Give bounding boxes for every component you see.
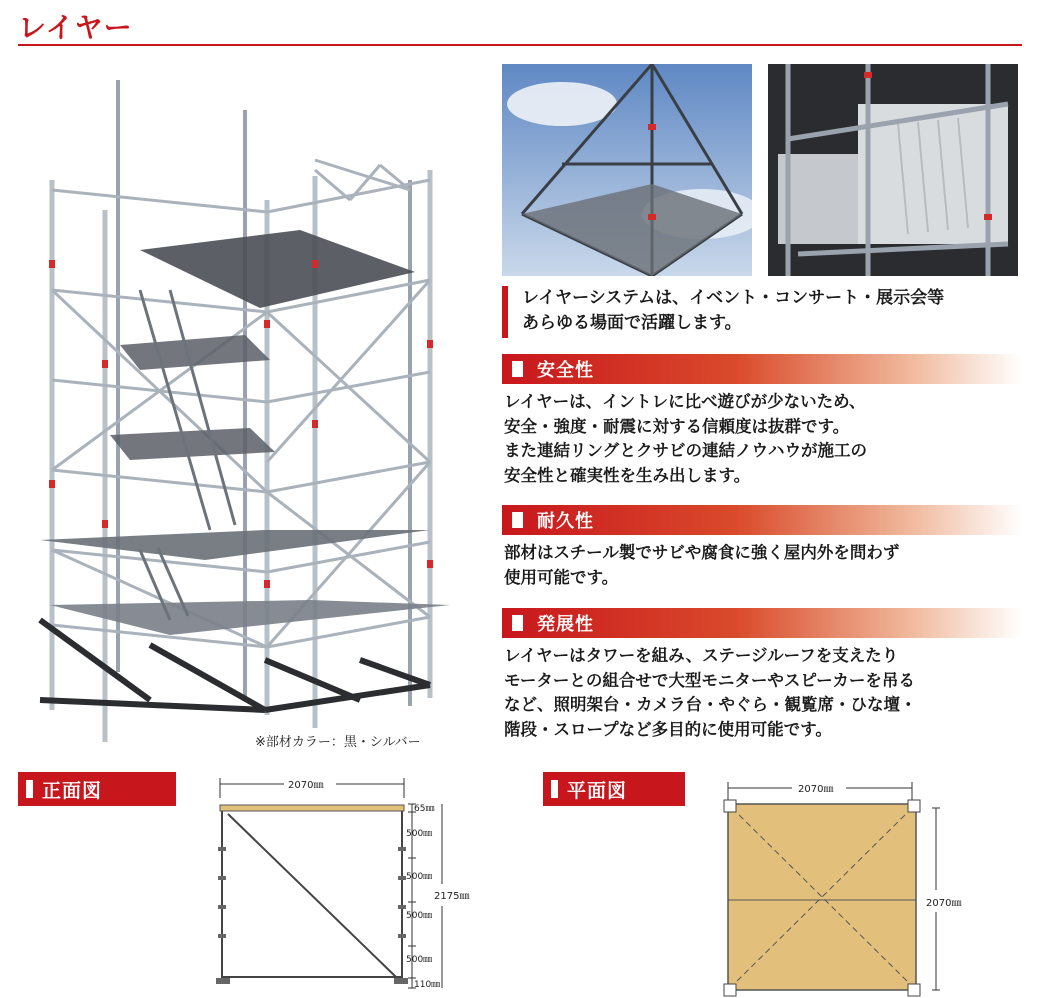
section-header-durability: [502, 505, 1022, 535]
body-line: 安全・強度・耐震に対する信頼度は抜群です。: [504, 416, 850, 436]
section-marker: [512, 361, 523, 377]
body-line: レイヤーは、イントレに比べ遊びが少ないため、: [504, 392, 866, 411]
front-view-label: [18, 772, 176, 806]
front-height-dim: 2175㎜: [434, 891, 470, 902]
body-line: など、照明架台・カメラ台・やぐら・観覧席・ひな壇・: [504, 695, 917, 714]
body-line: また連結リングとクサビの連結ノウハウが施工の: [504, 441, 867, 460]
section-body-safety: [504, 390, 1024, 488]
title-divider: [18, 44, 1022, 46]
segment-dim: 110㎜: [414, 980, 441, 990]
body-line: 使用可能です。: [504, 567, 619, 587]
plan-depth-dim: 2070㎜: [926, 898, 962, 909]
front-width-dim: 2070㎜: [288, 780, 324, 791]
section-title: 発展性: [537, 614, 594, 635]
plan-width-dim: 2070㎜: [798, 784, 834, 795]
section-header-safety: [502, 354, 1022, 384]
body-line: 安全性と確実性を生み出します。: [504, 465, 751, 485]
label-marker: [551, 780, 558, 798]
page-title: レイヤー: [18, 11, 133, 44]
section-marker: [512, 512, 523, 528]
material-color-caption: ※部材カラー：黒・シルバー: [255, 735, 421, 750]
scaffold-tower-photo: [30, 60, 460, 750]
plan-view-label: [543, 772, 685, 806]
section-marker: [512, 615, 523, 631]
body-line: 階段・スロープなど多目的に使用可能です。: [504, 719, 832, 739]
plan-view-drawing: [712, 772, 1012, 998]
segment-dim: 500㎜: [406, 911, 433, 921]
body-line: モーターとの組合せで大型モニターやスピーカーを吊る: [504, 670, 915, 690]
stair-detail-photo: [768, 64, 1018, 276]
intro-block: [502, 286, 1027, 338]
section-body-expandability: [504, 644, 1024, 742]
segment-dim: 65㎜: [414, 804, 435, 814]
segment-dim: 500㎜: [406, 955, 433, 965]
front-view-title: 正面図: [42, 779, 103, 802]
section-body-durability: [504, 541, 1024, 590]
section-title: 安全性: [537, 360, 594, 381]
intro-line: レイヤーシステムは、イベント・コンサート・展示会等: [522, 288, 945, 308]
front-view-drawing: [204, 772, 484, 998]
tower-sky-photo: [502, 64, 752, 276]
body-line: レイヤーはタワーを組み、ステージルーフを支えたり: [504, 646, 899, 665]
section-header-expandability: [502, 608, 1022, 638]
segment-dim: 500㎜: [406, 829, 433, 839]
plan-view-title: 平面図: [567, 779, 628, 802]
body-line: 部材はスチール製でサビや腐食に強く屋内外を問わず: [504, 543, 900, 562]
label-marker: [26, 780, 33, 798]
section-title: 耐久性: [537, 511, 594, 532]
segment-dim: 500㎜: [406, 872, 433, 882]
intro-line: あらゆる場面で活躍します。: [522, 313, 742, 333]
